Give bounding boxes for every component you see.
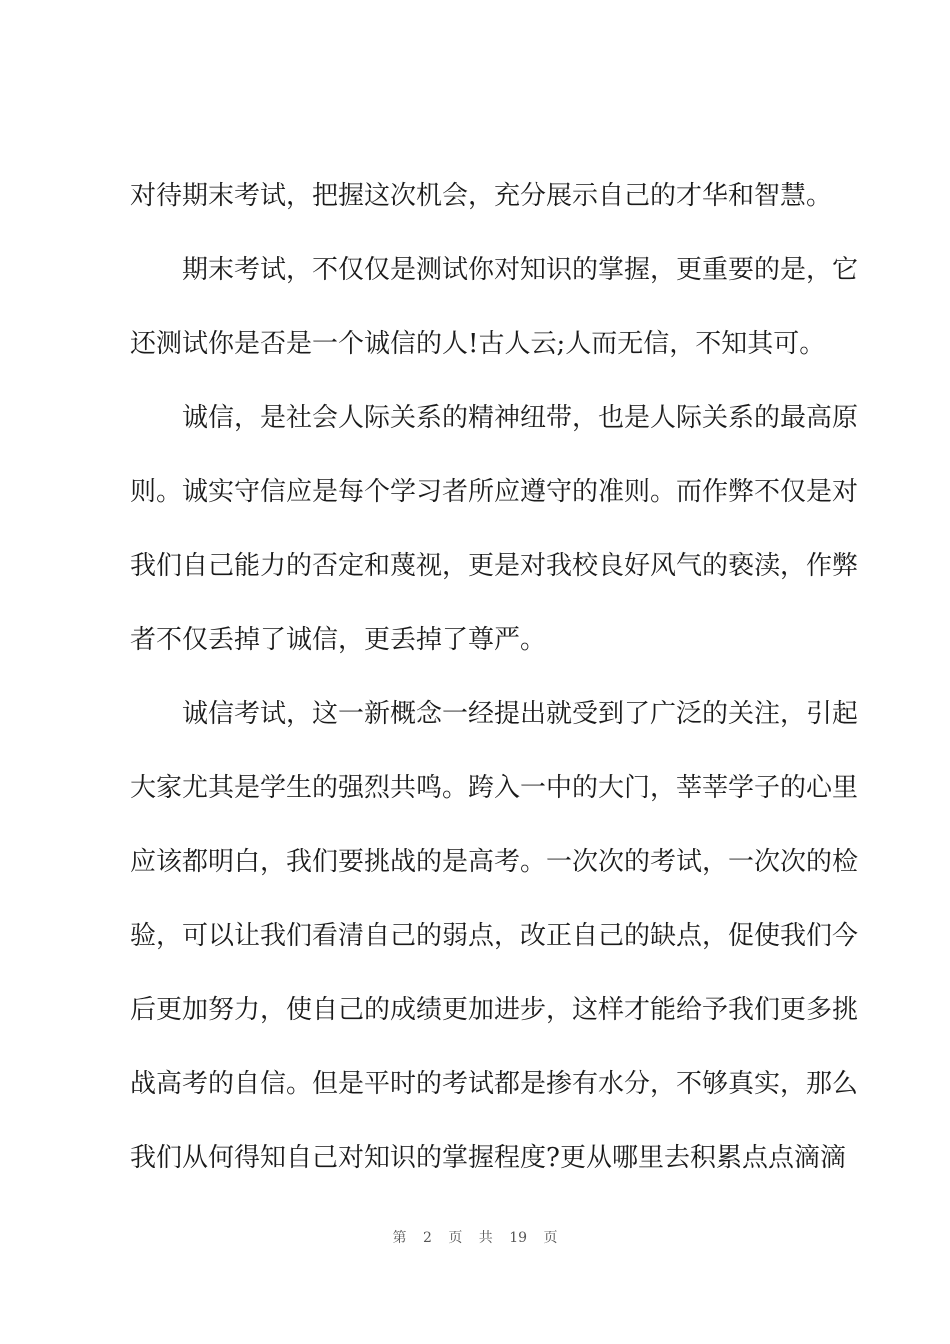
footer-di: 第 — [392, 1230, 407, 1246]
text-line: 后更加努力，使自己的成绩更加进步，这样才能给予我们更多挑 — [130, 995, 859, 1025]
page-footer — [0, 1228, 950, 1248]
text-line: 验，可以让我们看清自己的弱点，改正自己的缺点，促使我们今 — [130, 921, 859, 951]
paragraph-first-line: 期末考试，不仅仅是测试你对知识的掌握，更重要的是，它 — [182, 255, 859, 285]
text-line: 对待期末考试，把握这次机会，充分展示自己的才华和智慧。 — [130, 181, 833, 211]
footer-ye2: 页 — [543, 1230, 558, 1246]
text-line: 还测试你是否是一个诚信的人!古人云;人而无信，不知其可。 — [130, 329, 826, 359]
footer-gong: 共 — [478, 1230, 493, 1246]
footer-total-pages: 19 — [509, 1230, 528, 1246]
text-line: 大家尤其是学生的强烈共鸣。跨入一中的大门，莘莘学子的心里 — [130, 773, 859, 803]
text-line: 者不仅丢掉了诚信，更丢掉了尊严。 — [130, 625, 547, 655]
text-line: 战高考的自信。但是平时的考试都是掺有水分，不够真实，那么 — [130, 1069, 859, 1099]
paragraph-first-line: 诚信，是社会人际关系的精神纽带，也是人际关系的最高原 — [182, 403, 859, 433]
paragraph-first-line: 诚信考试，这一新概念一经提出就受到了广泛的关注，引起 — [182, 699, 859, 729]
text-line: 我们自己能力的否定和蔑视，更是对我校良好风气的亵渎，作弊 — [130, 551, 859, 581]
footer-page-number: 2 — [422, 1230, 432, 1246]
footer-ye: 页 — [448, 1230, 463, 1246]
text-line: 则。诚实守信应是每个学习者所应遵守的准则。而作弊不仅是对 — [130, 477, 859, 507]
text-line: 应该都明白，我们要挑战的是高考。一次次的考试，一次次的检 — [130, 847, 859, 877]
text-line: 我们从何得知自己对知识的掌握程度?更从哪里去积累点点滴滴 — [130, 1143, 846, 1173]
